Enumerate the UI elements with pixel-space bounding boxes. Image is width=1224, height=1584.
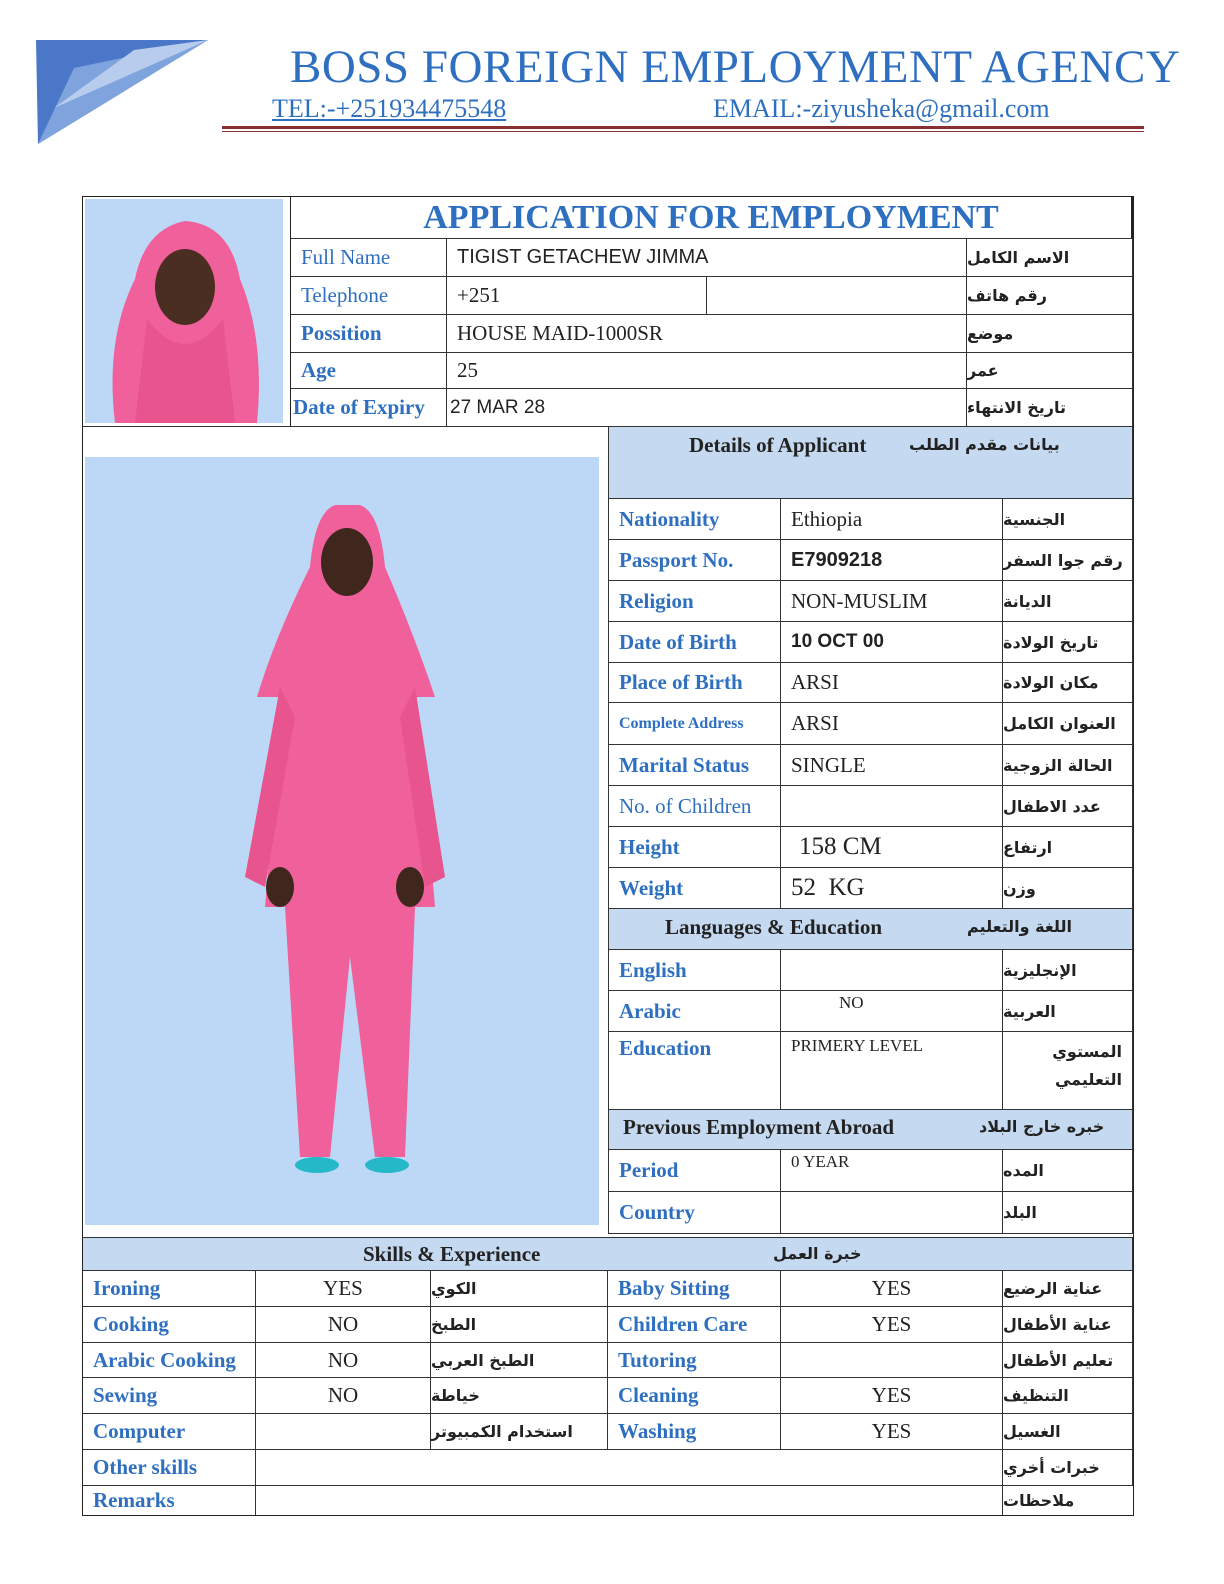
ar-cooking: الطبخ	[431, 1307, 608, 1343]
value-weight: 52 KG	[781, 868, 1003, 909]
value-age: 25	[447, 353, 967, 389]
ar-passport: رقم جوا السفر	[1003, 540, 1133, 581]
value-religion: NON-MUSLIM	[781, 581, 1003, 622]
ar-period: المده	[1003, 1150, 1133, 1192]
label-children-care: Children Care	[608, 1307, 781, 1343]
ar-position: موضع	[967, 315, 1133, 353]
label-arabic-cooking: Arabic Cooking	[83, 1343, 256, 1378]
value-telephone: +251	[447, 277, 707, 315]
label-position: Possition	[291, 315, 447, 353]
value-cleaning: YES	[781, 1378, 1003, 1414]
ar-other-skills: خبرات أخري	[1003, 1450, 1133, 1486]
value-washing: YES	[781, 1414, 1003, 1450]
ar-remarks: ملاحظات	[1003, 1491, 1075, 1510]
form-title-cell	[291, 197, 1133, 239]
label-tutoring: Tutoring	[608, 1343, 781, 1378]
label-arabic: Arabic	[608, 991, 781, 1032]
agency-telephone[interactable]: TEL:-+251934475548	[272, 94, 507, 123]
value-baby-sitting: YES	[781, 1271, 1003, 1307]
header-rule-thin	[222, 131, 1144, 132]
label-other-skills: Other skills	[83, 1450, 256, 1486]
details-header-ar: بيانات مقدم الطلب	[909, 435, 1060, 454]
ar-arabic-cooking: الطبخ العربي	[431, 1343, 608, 1378]
value-english	[781, 950, 1003, 991]
skills-header-en: Skills & Experience	[363, 1242, 541, 1266]
ar-height: ارتفاع	[1003, 827, 1133, 868]
label-full-name: Full Name	[291, 239, 447, 277]
label-sewing: Sewing	[83, 1378, 256, 1414]
ar-baby-sitting: عناية الرضيع	[1003, 1271, 1133, 1307]
value-full-name: TIGIST GETACHEW JIMMA	[447, 239, 967, 277]
label-marital-status: Marital Status	[608, 745, 781, 786]
label-telephone: Telephone	[291, 277, 447, 315]
value-no-of-children	[781, 786, 1003, 827]
value-cooking: NO	[256, 1307, 431, 1343]
ar-arabic: العربية	[1003, 991, 1133, 1032]
agency-logo	[34, 38, 210, 146]
ar-english: الإنجليزية	[1003, 950, 1133, 991]
ar-no-of-children: عدد الاطفال	[1003, 786, 1133, 827]
application-form	[82, 196, 1134, 1516]
label-english: English	[608, 950, 781, 991]
details-header	[608, 427, 1133, 499]
ar-washing: الغسيل	[1003, 1414, 1133, 1450]
value-remarks	[256, 1486, 1003, 1515]
label-washing: Washing	[608, 1414, 781, 1450]
ar-cleaning: التنظيف	[1003, 1378, 1133, 1414]
value-date-of-birth: 10 OCT 00	[781, 622, 1003, 663]
label-cooking: Cooking	[83, 1307, 256, 1343]
agency-email[interactable]: EMAIL:-ziyusheka@gmail.com	[713, 94, 1050, 123]
skills-header-ar: خبرة العمل	[773, 1244, 862, 1263]
details-header-en: Details of Applicant	[689, 433, 867, 457]
value-telephone-extra	[707, 277, 967, 315]
value-period: 0 YEAR	[781, 1150, 1003, 1192]
label-date-of-expiry: Date of Expiry	[291, 389, 447, 427]
value-tutoring	[781, 1343, 1003, 1378]
value-computer	[256, 1414, 431, 1450]
ar-computer: استخدام الكمبيوتر	[431, 1414, 608, 1450]
value-date-of-expiry: 27 MAR 28	[447, 389, 967, 427]
value-complete-address: ARSI	[781, 703, 1003, 745]
ar-marital-status: الحالة الزوجية	[1003, 745, 1133, 786]
label-no-of-children: No. of Children	[608, 786, 781, 827]
skills-header	[83, 1237, 1133, 1271]
ar-age: عمر	[967, 353, 1133, 389]
portrait-frame	[83, 197, 291, 427]
value-marital-status: SINGLE	[781, 745, 1003, 786]
applicant-full-body-photo	[85, 457, 599, 1225]
ar-country: البلد	[1003, 1192, 1133, 1234]
ar-telephone: رقم هاتف	[967, 277, 1133, 315]
label-passport: Passport No.	[608, 540, 781, 581]
label-ironing: Ironing	[83, 1271, 256, 1307]
value-ironing: YES	[256, 1271, 431, 1307]
label-weight: Weight	[608, 868, 781, 909]
header-rule	[222, 126, 1144, 129]
languages-header-ar: اللغة والتعليم	[967, 917, 1072, 936]
value-sewing: NO	[256, 1378, 431, 1414]
employment-header	[608, 1110, 1133, 1150]
label-complete-address: Complete Address	[608, 703, 781, 745]
ar-children-care: عناية الأطفال	[1003, 1307, 1133, 1343]
employment-header-en: Previous Employment Abroad	[623, 1115, 895, 1139]
employment-header-ar: خبره خارج البلاد	[979, 1117, 1105, 1136]
label-age: Age	[291, 353, 447, 389]
label-remarks: Remarks	[83, 1486, 256, 1515]
value-arabic: NO	[781, 991, 1003, 1032]
value-children-care: YES	[781, 1307, 1003, 1343]
ar-date-of-birth: تاريخ الولادة	[1003, 622, 1133, 663]
value-passport: E7909218	[781, 540, 1003, 581]
ar-education: المستوي التعليمي	[1003, 1032, 1133, 1110]
label-period: Period	[608, 1150, 781, 1192]
label-nationality: Nationality	[608, 499, 781, 540]
label-place-of-birth: Place of Birth	[608, 663, 781, 703]
label-cleaning: Cleaning	[608, 1378, 781, 1414]
value-position: HOUSE MAID-1000SR	[447, 315, 967, 353]
label-religion: Religion	[608, 581, 781, 622]
value-other-skills	[256, 1450, 1003, 1486]
ar-religion: الديانة	[1003, 581, 1133, 622]
ar-date-of-expiry: تاريخ الانتهاء	[967, 389, 1133, 427]
value-education: PRIMERY LEVEL	[781, 1032, 1003, 1110]
ar-weight: وزن	[1003, 868, 1133, 909]
ar-ironing: الكوي	[431, 1271, 608, 1307]
languages-header	[608, 909, 1133, 950]
label-education: Education	[608, 1032, 781, 1110]
value-place-of-birth: ARSI	[781, 663, 1003, 703]
value-arabic-cooking: NO	[256, 1343, 431, 1378]
value-height: 158 CM	[781, 827, 1003, 868]
ar-tutoring: تعليم الأطفال	[1003, 1343, 1133, 1378]
languages-header-en: Languages & Education	[665, 915, 883, 939]
agency-name: BOSS FOREIGN EMPLOYMENT AGENCY	[290, 41, 1181, 93]
value-country	[781, 1192, 1003, 1234]
form-title: APPLICATION FOR EMPLOYMENT	[423, 198, 999, 236]
ar-sewing: خياطة	[431, 1378, 608, 1414]
ar-place-of-birth: مكان الولادة	[1003, 663, 1133, 703]
ar-complete-address: العنوان الكامل	[1003, 703, 1133, 745]
label-date-of-birth: Date of Birth	[608, 622, 781, 663]
ar-full-name: الاسم الكامل	[967, 239, 1133, 277]
label-computer: Computer	[83, 1414, 256, 1450]
label-baby-sitting: Baby Sitting	[608, 1271, 781, 1307]
label-country: Country	[608, 1192, 781, 1234]
value-nationality: Ethiopia	[781, 499, 1003, 540]
ar-nationality: الجنسية	[1003, 499, 1133, 540]
label-height: Height	[608, 827, 781, 868]
